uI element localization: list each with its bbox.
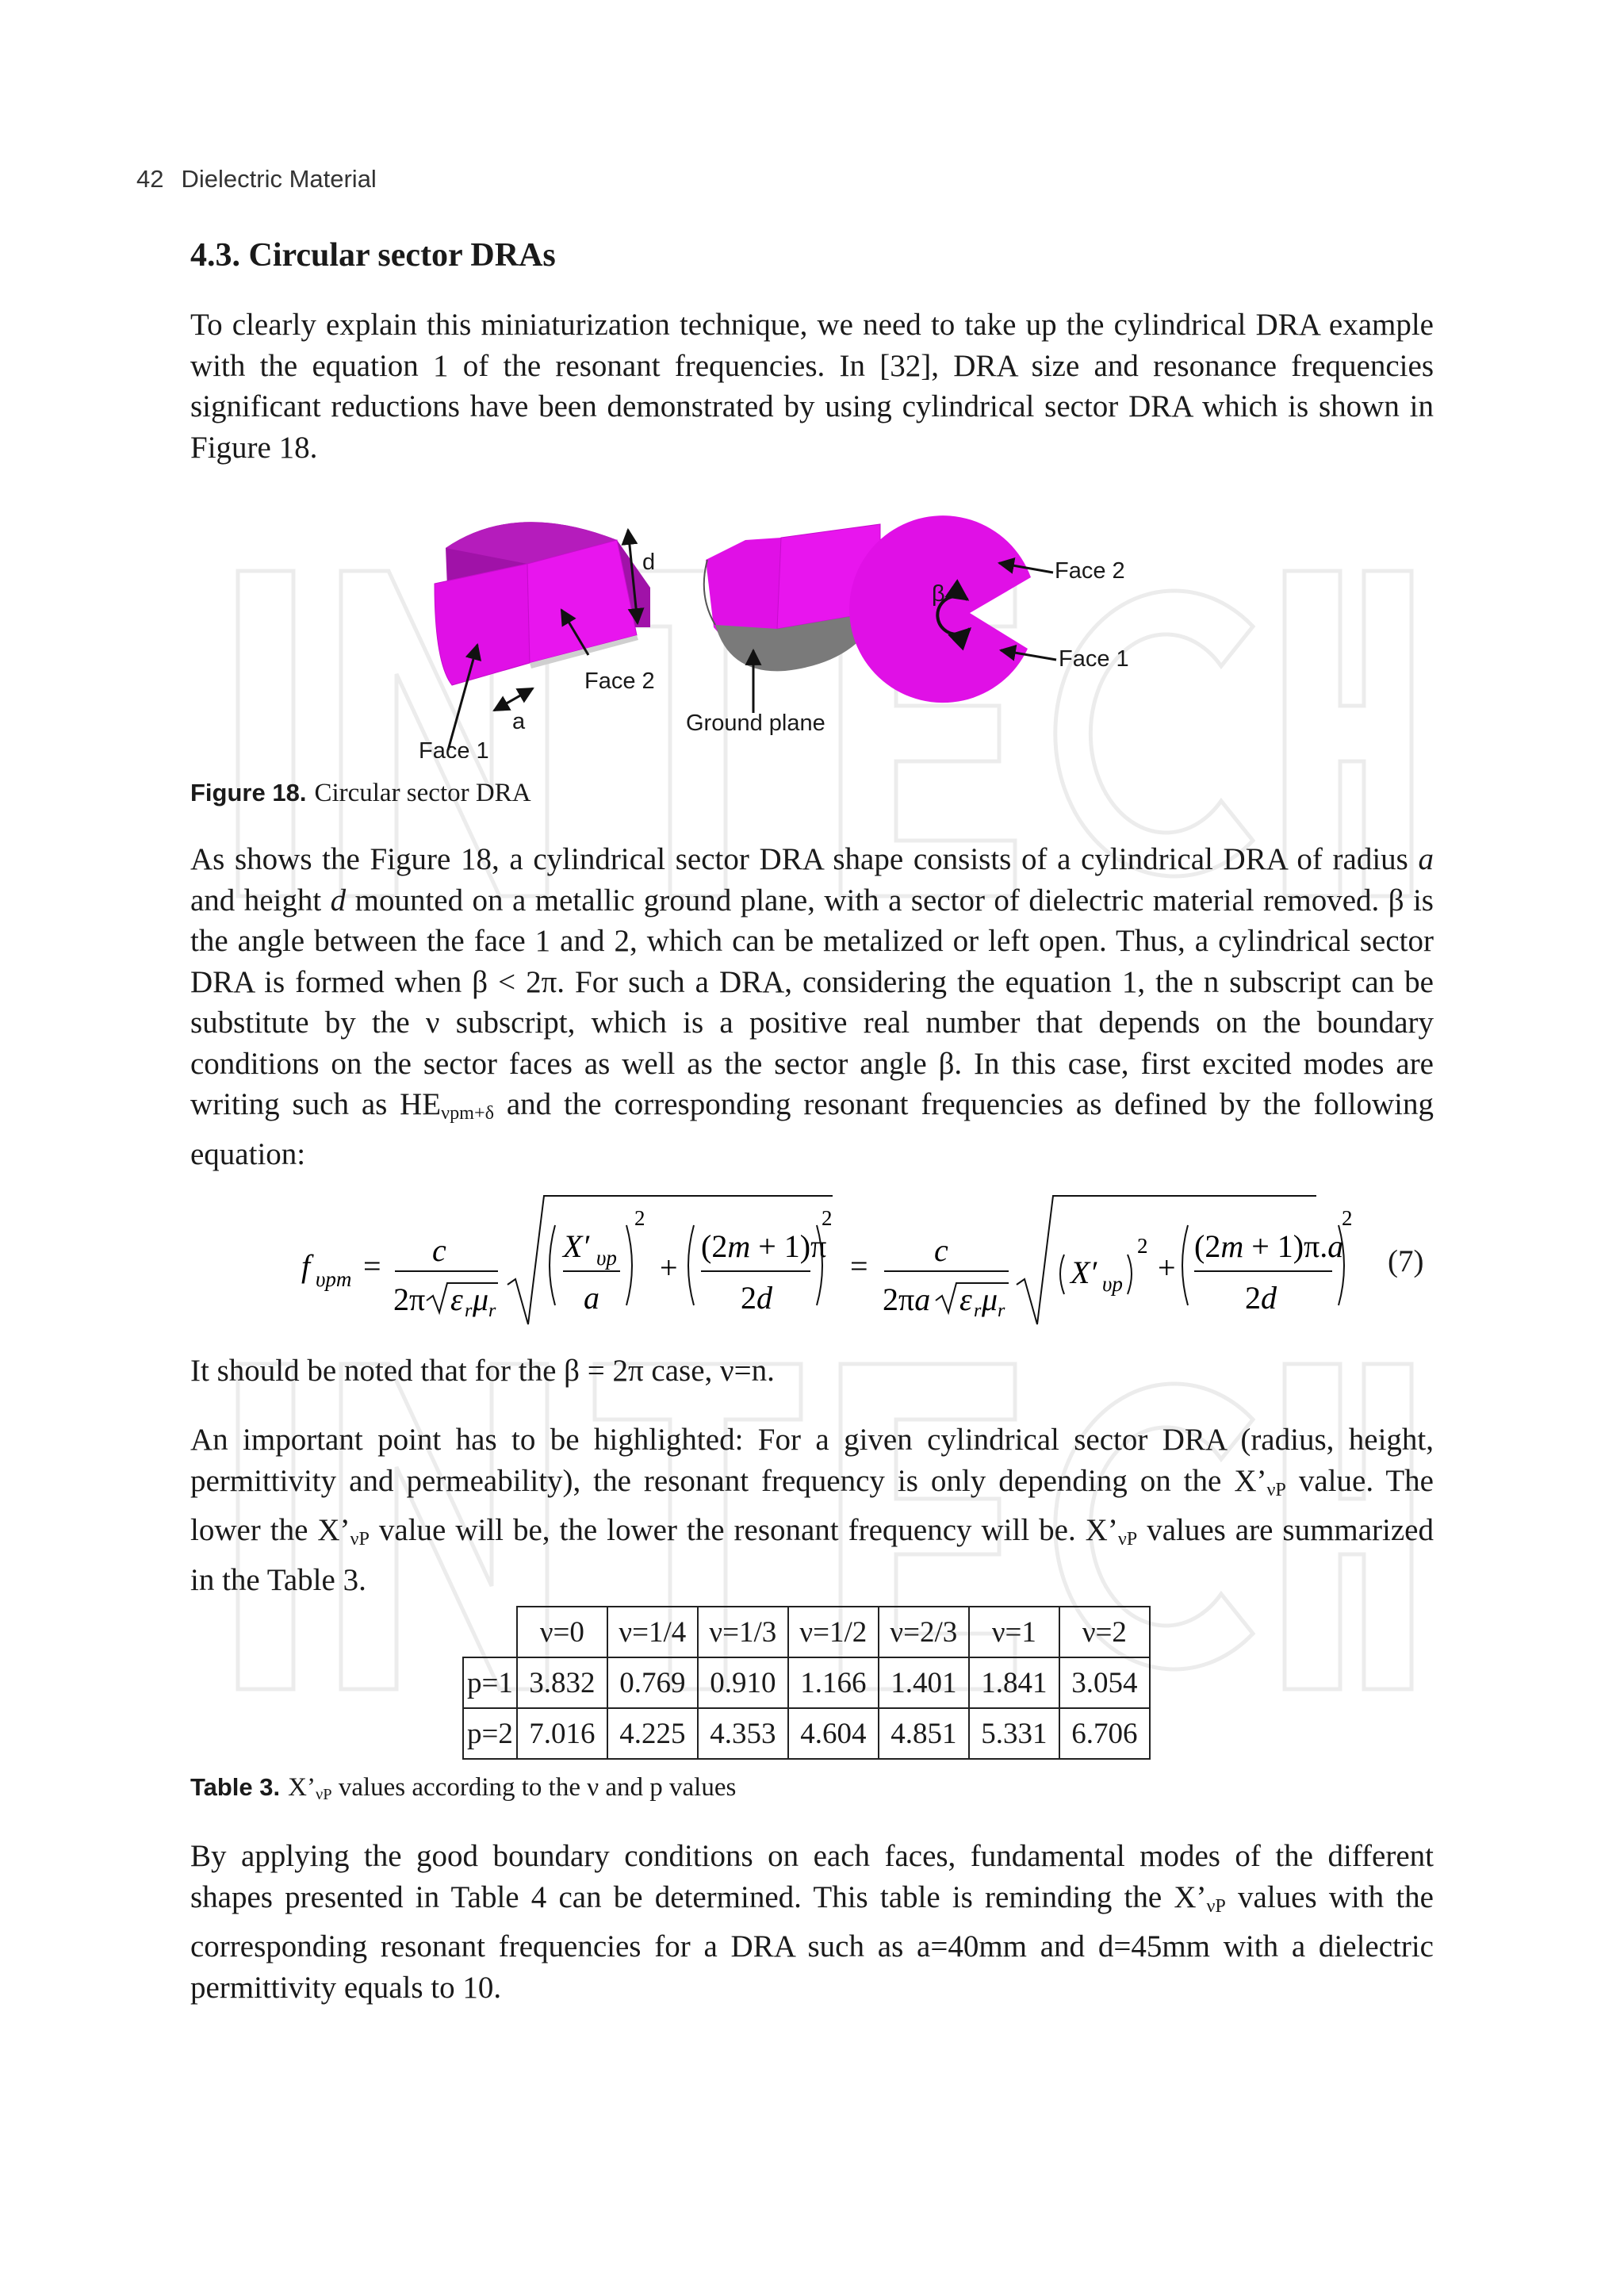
svg-text:2: 2	[1342, 1206, 1353, 1230]
paragraph-boundary-conditions: By applying the good boundary conditions on each faces, fundamental modes of the different shapes presented in Table 4 can be determined. This table is reminding the $X’_{\nu P}$ values with the corresponding resonant frequencies for a DRA such as a=40mm and d=45mm with a dielectric permittivity equals to 10.	[190, 1839, 1434, 2005]
label-d: d	[642, 550, 656, 575]
page-number: 42	[136, 165, 164, 193]
table-header-cell: ν=1/4	[607, 1607, 698, 1657]
table-3-caption: Table 3. $X’_{\nu P}$ values according to the ν and p values	[190, 1773, 737, 1804]
table-row	[463, 1708, 1150, 1759]
svg-text:(2m + 1)π: (2m + 1)π	[701, 1228, 827, 1264]
paragraph-beta-note: It should be noted that for the β = 2π case, ν=n.	[190, 1354, 775, 1388]
table-header-row	[463, 1607, 1150, 1657]
equation-number: (7)	[1388, 1244, 1424, 1278]
label-a: a	[512, 709, 526, 734]
svg-text:2d: 2d	[1245, 1280, 1277, 1316]
running-title: Dielectric Material	[181, 165, 377, 193]
table-cell: 3.054	[1059, 1657, 1150, 1708]
table-header-cell: ν=1	[969, 1607, 1059, 1657]
svg-text:+: +	[660, 1250, 678, 1285]
table-cell: 4.851	[879, 1708, 969, 1759]
table-cell: 5.331	[969, 1708, 1059, 1759]
svg-text:μ: μ	[473, 1282, 489, 1317]
svg-text:(2m + 1)π.a: (2m + 1)π.a	[1194, 1228, 1344, 1264]
table-cell: 1.401	[879, 1657, 969, 1708]
svg-text:+: +	[1158, 1250, 1176, 1285]
svg-text:X′: X′	[563, 1228, 590, 1264]
row-label: p=2	[463, 1708, 517, 1759]
sector-dra-top-view	[849, 515, 1031, 703]
table-cell: 6.706	[1059, 1708, 1150, 1759]
svg-text:μ: μ	[982, 1282, 998, 1317]
table-header-cell: ν=1/3	[698, 1607, 788, 1657]
svg-text:υpm: υpm	[316, 1267, 352, 1291]
table-caption-label: Table 3.	[190, 1773, 281, 1801]
section-title: 4.3. Circular sector DRAs	[190, 237, 556, 274]
table-cell: 1.166	[788, 1657, 879, 1708]
svg-text:=: =	[850, 1248, 868, 1284]
svg-text:X′: X′	[1071, 1255, 1097, 1290]
table-cell: 4.604	[788, 1708, 879, 1759]
svg-text:=: =	[363, 1248, 381, 1284]
table-cell: 4.225	[607, 1708, 698, 1759]
paragraph-important-point: An important point has to be highlighted: For a given cylindrical sector DRA (radius, height, permittivity and permeability), the resonant frequency is only depending on the $X’_{\nu P}$ value. The lower the $X’_{\nu P}$ value will be, the lower the resonant frequency will be. $X’_{\nu P}$ values are summarized in the Table 3.	[190, 1423, 1434, 1597]
svg-text:2π: 2π	[393, 1282, 426, 1317]
svg-text:2d: 2d	[741, 1280, 772, 1316]
table-row	[463, 1657, 1150, 1708]
svg-text:2: 2	[822, 1206, 833, 1230]
table-header-cell: ν=0	[517, 1607, 607, 1657]
label-beta: β	[932, 581, 945, 607]
label-face-1-left: Face 1	[419, 738, 489, 758]
svg-text:2: 2	[634, 1206, 645, 1230]
figure-caption-label: Figure 18.	[190, 779, 307, 806]
svg-text:c: c	[934, 1232, 948, 1268]
figure-caption-text: Circular sector DRA	[314, 779, 531, 807]
table-header-cell: ν=2	[1059, 1607, 1150, 1657]
table-cell: 7.016	[517, 1708, 607, 1759]
label-face-2-right: Face 2	[1055, 558, 1125, 584]
svg-text:2: 2	[1137, 1234, 1148, 1258]
label-face-2-left: Face 2	[584, 669, 655, 694]
svg-text:a: a	[584, 1280, 599, 1316]
svg-text:υp: υp	[596, 1246, 617, 1270]
table-header-cell: ν=2/3	[879, 1607, 969, 1657]
table-cell: 3.832	[517, 1657, 607, 1708]
table-3	[462, 1606, 1151, 1760]
table-cell: 4.353	[698, 1708, 788, 1759]
label-ground-plane: Ground plane	[686, 711, 825, 736]
table-cell: 1.841	[969, 1657, 1059, 1708]
table-cell: 0.910	[698, 1657, 788, 1708]
svg-text:ε: ε	[450, 1282, 463, 1317]
label-face-1-right: Face 1	[1059, 646, 1129, 672]
svg-text:r: r	[998, 1301, 1005, 1321]
paragraph-intro: To clearly explain this miniaturization technique, we need to take up the cylindrical DRA example with the equation 1 of the resonant frequencies. In [32], DRA size and resonance frequencies significant reductions have been demonstrated by using cylindrical sector DRA which is shown in Figure 18.	[190, 308, 1434, 465]
svg-text:r: r	[465, 1301, 473, 1321]
svg-text:r: r	[488, 1301, 496, 1321]
table-cell: 0.769	[607, 1657, 698, 1708]
figure-18	[412, 504, 1205, 758]
running-header	[136, 165, 377, 193]
figure-18-caption	[190, 779, 531, 808]
svg-text:r: r	[974, 1301, 982, 1321]
equation-7	[293, 1190, 1443, 1332]
row-label: p=1	[463, 1657, 517, 1708]
table-header-cell: ν=1/2	[788, 1607, 879, 1657]
svg-text:υp: υp	[1102, 1272, 1123, 1296]
svg-text:ε: ε	[959, 1282, 972, 1317]
paragraph-sector-description: As shows the Figure 18, a cylindrical sector DRA shape consists of a cylindrical DRA of radius a and height d mounted on a metallic ground plane, with a sector of dielectric material removed. β is the angle between the face 1 and 2, which can be metalized or left open. Thus, a cylindrical sector DRA is formed when β < 2π. For such a DRA, considering the equation 1, the n subscript can be substitute by the ν subscript, which is a positive real number that depends on the boundary conditions on the sector faces as well as the sector angle β. In this case, first excited modes are writing such as $HE_{\nu pm+\delta}$ and the corresponding resonant frequencies as defined by the following equation:	[190, 842, 1434, 1171]
svg-text:f: f	[301, 1248, 311, 1284]
svg-text:c: c	[432, 1232, 446, 1268]
svg-text:2πa: 2πa	[883, 1282, 931, 1317]
sector-dra-3d	[435, 522, 650, 685]
table-corner	[463, 1607, 517, 1657]
